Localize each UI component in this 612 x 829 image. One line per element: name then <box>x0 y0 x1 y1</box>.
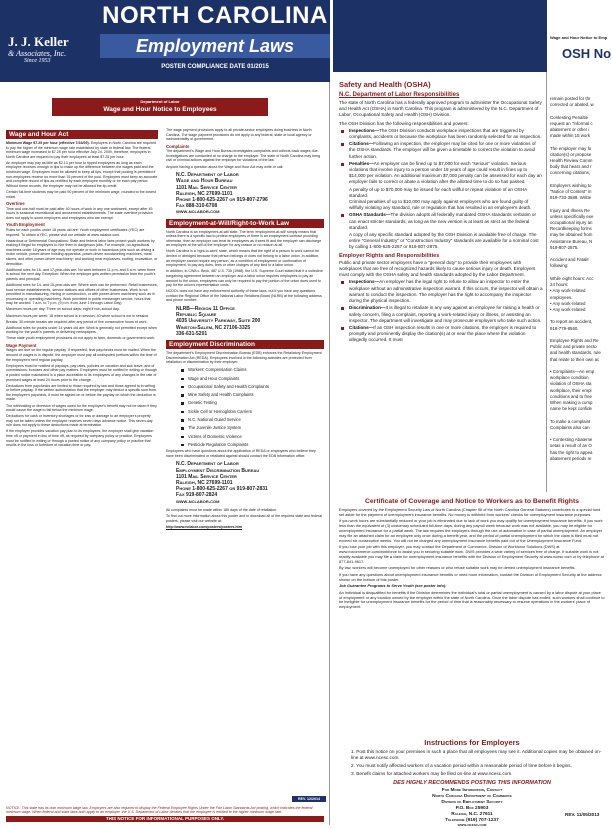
osh-line: Public and private secto <box>550 344 597 350</box>
osh-line: • Complaints—An emp <box>550 368 595 374</box>
address-line: Fax 919-807-2824 <box>176 492 218 499</box>
cert-para: If you lose your job with this employer, you may contact the Department of Commerce, Division of Workforce Solutions (DWS) at www.nccommerce.com/workforce to assist you in securing suitable work. DWS provides a wide variety of services free of charge. If suitable work is not readily available you may file a claim for unemployment insurance benefits with the Division of Employment Security at www.ncesc.com or by telephone at 877-841-9617. <box>339 544 604 565</box>
osh-line: To make a complaint <box>550 418 591 424</box>
osha-para: A copy of any specific standard adopted by the OSH Division is available free of charge. The entire "General Industry" or "Construction Industry" standards are available for a nominal cost by calling 1-800-625-2267 or 919-807-2875. <box>349 232 539 250</box>
employer-rights-text: Public and private sector employers have a "general duty" to provide their employees with workplaces that are free of recognized hazards likely to cause serious injury or death. Employers must comply with the OSHA safety and health standards adopted by the Labor Department. <box>339 259 536 278</box>
right-column <box>166 128 324 764</box>
osh-line: name be kept confide <box>550 406 592 412</box>
list-item: N.C. National Guard Service <box>188 416 324 424</box>
wage-payment-head: Wage Payment <box>6 342 37 348</box>
vacation-pay-text: If the employer provides vacation pay plan to its employees, the employer shall give vacation time off or payment in lieu of time off, as required by company policy or practice. Employees must be notified in writing or through a posted notice of any company policy or practice that results in the loss or forfeiture of vacation time or pay. <box>6 429 154 448</box>
cert-body <box>339 508 605 743</box>
list-item: 3. Benefit claims for attached workers may be filed on-line at www.ncesc.com. <box>351 771 513 777</box>
osh-line: unless specifically exe <box>550 213 594 219</box>
discrimination-list <box>188 366 324 449</box>
item-text: An employer can be fined up to $7,000 for each "serious" violation. Serious violations that involve injury to a person under 18 years of age could result in fines up to $14,000 per violation. An additional maximum $7,000 penalty can be assessed for each day an employer fails to correct or abate a violation after the allotted time to do so has passed. <box>349 160 542 185</box>
poster-subtitle: Employment Laws <box>100 34 330 58</box>
item-head: Inspections— <box>349 127 380 133</box>
osha-resp-list <box>339 128 543 186</box>
discrimination-complaint: Employees who have questions about the application of REDA or employees who believe they have been discriminated or retaliated against should contact the EDB information office. <box>166 449 316 458</box>
compliance-date: POSTER COMPLIANCE DATE 01/2015 <box>161 64 269 70</box>
osha-resp: The OSH Division has the following responsibilities and powers: <box>339 120 469 126</box>
item-head: Discrimination— <box>349 305 386 311</box>
deductions-text: Deductions from paychecks are limited to those required by law and those agreed to in writing or before payday. If the written authorization that the employer may deduct a specific sum from the employee's paycheck, it must be signed on or before the payday on which the deduction is made. <box>6 383 157 402</box>
osh-line: When making a comp <box>550 399 593 405</box>
osh-line: employees. <box>550 294 573 300</box>
list-item: Sickle Cell or Hemoglobin Carriers <box>188 408 324 416</box>
list-item <box>339 141 543 160</box>
contact-line: For More Information, Contact <box>441 788 503 793</box>
osh-line: has the right to appea <box>550 449 593 455</box>
list-item: The Juvenile Justice System <box>188 424 324 432</box>
item-head: Inspections— <box>349 279 380 285</box>
ewa-text: North Carolina is an employment-at-will state. The term 'employment-at-will' simply means that unless there is a specific law to protect employees or there is an employment contract providing otherwise, then an employer can treat its employees as it sees fit and the employer can discharge an employee at the will of the employer for any reason or no reason at all. <box>166 229 322 248</box>
list-item <box>339 279 543 304</box>
min-wage-text: Employers in North Carolina are required to pay the higher of the minimum wage rate established by state or federal law. The federal minimum wage increased to $7.25 per hour effective July 24, 2009, therefore, employers in North Carolina are required to pay their employees at least $7.25 per hour. <box>6 141 157 159</box>
complaints-text: The department's Wage and Hour Bureau investigates complaints and collects back wages due. Investigations are conducted at no charge to the employer. The state of North Carolina may bring civil or criminal actions against the employer for violations of the law. <box>166 149 321 163</box>
list-item <box>339 325 543 344</box>
osh-line: Employee Rights and Re <box>550 337 599 343</box>
osh-line: abatement or other i <box>550 127 590 133</box>
revision-label: REV. 12/2014 <box>292 796 326 802</box>
osh-line: 919-807-2875. <box>550 244 579 250</box>
address-line: Phone 1-800-625-2267 or 919-807-2831 <box>176 486 268 493</box>
osh-line: Recordkeeping forms <box>550 226 592 232</box>
employer-rights-list <box>339 279 543 343</box>
notice-text: NOTICE: This state has its own minimum wage law. Employers are also required to display the Federal Employee Rights Under the Fair Labor Standards Act posting, which indicates the federal minimum wage. When federal and state laws both apply to an employer, the U.S. Department of Labor dictates that the employee is entitled to the higher minimum wage rate. <box>6 806 313 815</box>
osh-line: • Any work-related <box>550 306 586 312</box>
address-line: 1101 Mail Service Center <box>176 184 237 191</box>
complaints-head: Complaints <box>166 143 190 149</box>
osh-line: • Contesting Abateme <box>550 437 593 443</box>
discrimination-deadline: All complaints must be made within 180 days of the date of retaliation. <box>166 507 278 512</box>
cert-para: If you have any questions about unemployment insurance benefits or need more information, contact the Division of Employment Security at the address shown on the bottom of this poster. <box>339 571 602 582</box>
item-head: Citations— <box>349 324 374 330</box>
list-item <box>339 212 543 231</box>
address-line: 4035 University Parkway, Suite 200 <box>176 318 261 325</box>
tipped-text: An employer may pay as little as $2.13 per hour to tipped employees as long as each employee receives enough in tips to make up the difference between the wages paid and the minimum wage. Employees must be allowed to keep all tips, except that pooling is permitted if non-employees receive no more than 15 percent of the pool. Employers must keep an accurate and complete record of tips as certified by each employee monthly or for each pay period. Without these records, the employer may not be allowed the tip credit. <box>6 160 158 188</box>
list-item: 1. Post this notice on your premises in such a place that all employees may see it. Additional copies may be obtained on-line at www.ncesc.com. <box>351 749 602 761</box>
osh-line: 24 hours: <box>550 282 569 288</box>
max-hours-week: Maximum hours per week: 18 when school is in session; 40 when school is not in session. <box>6 313 150 318</box>
osh-line: Health Review Comm <box>550 158 593 164</box>
employer-rights-head: Employer Rights and Responsibilities <box>339 252 440 259</box>
osha-intro: The state of North Carolina has a federally approved program to administer the Occupational Safety and Health Act (OSHA) in North Carolina. This program is administered by the N.C. Department of Labor, Occupational Safety and Health (OSH) Division. <box>339 100 542 118</box>
logo-since: Since 1953 <box>24 58 51 64</box>
contact-line: www.ncesc.com <box>457 823 487 829</box>
osha-body <box>339 100 543 490</box>
osha-para: Criminal penalties of up to $10,000 may apply against employers who are found guilty of willfully violating any standard, rule or regulation that has resulted in an employee's death. <box>349 199 532 211</box>
certificate-of-coverage <box>333 492 611 829</box>
list-item: Victims of Domestic Violence <box>188 433 324 441</box>
osh-line: Contesting Penaltie <box>550 114 589 120</box>
hazardous-text: Hazardous or Detrimental Occupations: State and federal labor laws protect youth workers by making it illegal for employers to hire them in dangerous jobs. For example, no agricultural machines under 18 years of age may not operate or work in hazardous jobs such as driving a motor vehicle, power-driven hoisting apparatus, power-driven woodworking machines, meat slicers, and other power-driven machinery; and working near explosives, roofing, excavation, or demolition. <box>6 238 158 266</box>
max-hours-day: Maximum hours per day: Three on school days; eight if non-school day. <box>6 307 120 312</box>
item-text: The OSH Division conducts workplace inspections that are triggered by complaints, accidents or because the workplace has been randomly selected for an inspection. <box>349 127 542 140</box>
exemptions-text: These state youth employment provisions do not apply to farm, domestic or government work. <box>6 336 156 341</box>
osh-line: that relate to their own ac <box>550 356 600 362</box>
wage-payment-text: Wages are due on the regular payday. If requested, final paychecks must be mailed. When the amount of wages is in dispute, the employer must pay all undisputed portions within the time of the employee's next regular payday. <box>6 348 157 362</box>
item-text: Following an inspection, the employer may be cited for one or more violations of the OSHA standards. The employer will be given a timetable to correct the violation to avoid further action. <box>349 141 536 159</box>
instructions-list <box>351 749 603 779</box>
discrimination-text: The department's Employment Discrimination Bureau (EDB) enforces the Retaliatory Employment Discrimination Act (REDA). Employees involved in the following activities are protected from retaliation or discrimination by their employer: <box>166 351 322 365</box>
logo-mark: J. J. Keller <box>8 34 69 49</box>
shortages-text: Deductions for cash or inventory shortages or for loss or damage to an employer's property may not be taken unless the employee receives seven days advance notice. This seven-day rule does not apply to these deductions made at termination. <box>6 414 153 428</box>
osha-subtitle: N.C. Department of Labor Responsibilities <box>339 92 460 98</box>
nlrb-contact-text: NCDOL does not have any enforcement authority of these laws, but if you have any questions, contact the Regional Office of the National Labor Relations Board (NLRB) at the following address and phone number: <box>166 289 322 303</box>
osh-body <box>550 96 612 490</box>
item-text: If an OSH inspection results in one or more citations, the employer is required to promptly and prominently display the citation(s) at or near the place where the violation allegedly occurred. It must <box>349 324 537 343</box>
edb-address <box>176 461 324 504</box>
address-line: Wage and Hour Bureau <box>176 178 233 185</box>
cert-para: Employers covered by the Employment Security Law of North Carolina (Chapter 96 of the North Carolina General Statutes) contributes to a special fund set aside for the payment of unemployment insurance benefits. No money is withheld from workers' checks for unemployment insurance purposes. <box>339 507 601 517</box>
notice-footer <box>6 806 324 822</box>
contact-line: Division of Employment Security <box>441 799 503 805</box>
osh-line: To report an accident, <box>550 319 593 325</box>
dept-banner <box>52 98 268 116</box>
nlrb-address <box>176 306 324 337</box>
contact-line: P.O. Box 25903 <box>455 805 489 811</box>
osh-line: concerning citations, <box>550 170 591 176</box>
list-item <box>339 128 543 140</box>
address-line: Phone 1-800-625-2267 or 919-807-2796 <box>176 196 268 203</box>
address-line: Republic Square <box>176 312 217 319</box>
osh-line: workplace condition <box>550 375 589 381</box>
wage-hour-title: Wage and Hour Act <box>6 130 158 139</box>
osh-line: and health standards, rule <box>550 350 601 356</box>
osh-line: abatement periods re <box>550 455 592 461</box>
cert-sub-head: Job Guarantee Programs to Serve Youth (see poster info): <box>339 583 447 589</box>
withholding-text: The withholding or diversion of wages owed for the employee's benefit may not be taken if they would cause the wage to fall below the minimum wage. <box>6 403 157 413</box>
cert-revision: REV. 11/05/2013 <box>565 812 600 817</box>
des-contact <box>333 780 611 829</box>
overtime-text: Time and one-half must be paid after 40 hours of work in any one workweek, except after 45 hours in seasonal recreational and amusement establishments. The state overtime provision does not apply to some employers and employees who are exempt. <box>6 206 153 220</box>
osh-line: may be obtained from <box>550 232 593 238</box>
nlrb-text: In addition, in CWA v. Beck, 487 U.S. 735 (1988), the U.S. Supreme Court stated that if a collective bargaining agreement between an employer and a labor union requires employees to pay an amount to the union, employees can only be required to pay the portion of the union dues used to pay for the union's representation costs. <box>166 269 324 288</box>
item-text: It is illegal to retaliate in any way against an employee for raising a health or safety concern, filing a complaint, reporting a work-related injury or illness, or assisting an inspector. The department will investigate and may prosecute employers who take such action. <box>349 305 542 323</box>
osh-line: The employer may fo <box>550 145 592 151</box>
contact-line: Raleigh, N.C. 27611 <box>451 811 493 817</box>
osh-line: • Any work-related <box>550 300 586 306</box>
youth-text: Rules for each youths under 18 years old are: Youth employment certificates (YEC) are required. To obtain a YEC, please visit our website at www.nclabor.com. <box>6 227 145 237</box>
osh-notice-poster <box>548 0 612 490</box>
cert-title: Certificate of Coverage and Notice to Workers as to Benefit Rights <box>364 498 580 505</box>
wage-reports-text: The wage payment provisions apply to all private-sector employees doing business in North Carolina. The wage payment provisions do not apply to any federal, state or local agency or instrumentality of government. <box>166 128 312 142</box>
cert-para: An individual is disqualified for benefits if the Division determines the individual's total or partial unemployment is caused by a labor dispute at your place of employment or any location owned by the employer within the state of North Carolina. Once the labor dispute has ended, such workers shall continue to be ineligible for unemployment insurance benefits for the period of time that is reasonably necessary to resume operations in the workers' place of employment. <box>339 589 605 610</box>
list-item: Workers' Compensation Claims <box>188 366 324 374</box>
list-item: Occupational Safety and Health Complaints <box>188 383 324 391</box>
osh-line: 919-779-8560. <box>550 325 579 331</box>
osh-line: request an "informal c <box>550 120 593 126</box>
address-line: Raleigh, NC 27699-1101 <box>176 480 233 487</box>
des-headline: DES HIGHLY RECOMMENDS POSTING THIS INFORMATION <box>393 780 551 786</box>
overtime-head: Overtime <box>6 201 25 207</box>
rtw-text: North Carolina is a 'right-to-work' state, which means that the right of a person to work cannot be denied or abridged because that person belongs or does not belong to a labor union. In addition, an employer cannot require any person, as a condition of employment or continuation of employment, to pay any dues, fees or other charges of any kind to a labor union. <box>166 249 320 268</box>
instructions-title: Instructions for Employers <box>424 738 520 747</box>
wage-hour-column <box>6 128 158 790</box>
osh-line: 919-733-3589. Writte <box>550 195 592 201</box>
item-text: The division adopts all federally mandated OSHA standards verbatim or can enact stricter standards, as long as the new version is at least as strict as the federal standard. <box>349 212 536 230</box>
list-item <box>339 305 543 324</box>
osh-line: citation(s) or propose <box>550 151 592 157</box>
osh-line: Injury and Illness Re <box>550 207 590 213</box>
jj-keller-logo <box>8 35 100 81</box>
cert-para: If you work hours are substantially reduced or your job is eliminated due to lack of work you may qualify for unemployment insurance benefits. If you work less than the equivalent of (3) customary scheduled full-time days, during any payroll week because work was not available, you may be eligible for unemployment insurance for a partial week. The law requires the employers through the use of automation in case of partial unemployment. An employer may file an attached claim for an employee only once during a benefit year, and the period of partial unemployment for which the claim is filed must not exceed six consecutive weeks. You will not be charged any unemployment insurance benefits paid out of the Unemployment Insurance Fund. <box>339 518 603 543</box>
address-line: Raleigh, NC 27699-1101 <box>176 190 233 197</box>
address-line: Winston-Salem, NC 27106-3325 <box>176 324 251 331</box>
youth-head: Youth Employment <box>6 222 45 228</box>
osha-poster-header <box>333 0 547 72</box>
osh-line: • Any work-related <box>550 288 586 294</box>
item-head: Penalties— <box>349 160 374 166</box>
notice-bar: THIS NOTICE FOR INFORMATIONAL PURPOSES ONLY. <box>6 816 324 822</box>
address-line: 336-631-5201 <box>176 330 208 337</box>
osh-line: following: <box>550 263 569 269</box>
osh-line: setas a result of an O <box>550 443 592 449</box>
list-item: 2. You must notify affected workers of a vacation period within a reasonable period of time before it begins. <box>351 763 572 769</box>
osha-title: Safety and Health (OSHA) <box>339 80 431 89</box>
item-head: OSHA Standards— <box>349 212 391 218</box>
under-14-text: Additional rules for youths under 14 years old are: Work is generally not permitted except when working for the youth's parents or delivering newspapers. <box>6 325 157 335</box>
list-item: Mine Safety and Health Complaints <box>188 391 324 399</box>
osh-line: Employers wishing to <box>550 182 592 188</box>
questions-text: Anyone having a question about the Wage and Hour Act may write or call: <box>166 164 284 169</box>
list-item: Genetic Testing <box>188 399 324 407</box>
learners-text: Certain full-time students may be paid 90 percent of the minimum wage, rounded to the lowest nickel. <box>6 189 156 199</box>
osh-line: occupational injury an <box>550 220 593 226</box>
osh-line: violation of OSHA sta <box>550 381 592 387</box>
list-item: Pesticide Regulation Complaints <box>188 441 324 449</box>
age-16-17-text: Additional rules for 16- and 17-year-olds are: No work between 11 p.m. and 5 a.m. when there is school the next day. Exception: When the employer gets written permission from the youth's parents and principal. <box>6 267 156 281</box>
osh-line: remain posted for thr <box>550 96 591 101</box>
address-line: 1101 Mail Service Center <box>176 473 237 480</box>
address-line: www.nclabor.com <box>176 498 220 505</box>
min-wage-head: Minimum Wage $7.25 per hour (effective 7/24/09). <box>6 141 90 145</box>
osha-standards-list <box>339 212 543 231</box>
poster-title: NORTH CAROLINA <box>102 2 328 29</box>
address-line: Fax 888-310-6708 <box>176 203 218 210</box>
osh-line: While eight hours: Acc <box>550 275 594 281</box>
discrimination-title: Employment Discrimination <box>166 340 324 349</box>
address-line: Employment Discrimination Bureau <box>176 467 260 474</box>
discrimination-findout: To find out more information about this poster and to download all of the required state and federal posters, please visit our website at: <box>166 513 323 523</box>
dept-line-1: Department of Labor <box>140 99 180 104</box>
address-line: NLRB—Region 11 Office <box>176 305 235 312</box>
address-line: www.nclabor.com <box>176 209 220 216</box>
contact-line: Telephone (919) 707-1237 <box>445 817 499 823</box>
osh-line: Assistance Bureau, N <box>550 238 593 244</box>
osh-line: Accident and Fatalit <box>550 257 589 263</box>
posters-link[interactable]: http://www.nclabor.com/posters/posters.htm <box>166 524 242 529</box>
age-14-15-text: Additional rules for 14- and 15-year-olds are: Where work can be performed. Retail businesses, food service establishments, service stations and offices of other businesses. Work is not permitted in manufacturing, mining or construction, or with power-driven machinery such as in processing or operating machinery. Work permitted in public messenger service, hours that may be worked: 7 a.m. to 7 p.m. (9 p.m. from June 1 through Labor Day). <box>6 282 158 306</box>
address-line: N.C. Department of Labor <box>176 172 239 179</box>
item-text: An employer has the legal right to refuse to allow an inspector to enter the workplace without an administrative inspection warrant. If this occurs, the inspector will obtain a warrant to conduct the inspection. The employer has the right to accompany the inspector during the physical inspection. <box>349 279 543 304</box>
osh-line: corrected or abated, w <box>550 102 594 108</box>
poster-header <box>0 0 330 82</box>
cert-para: By law, workers will become unemployed for other reasons or who refuse suitable work may be denied unemployment insurance benefits. <box>339 565 576 571</box>
logo-assoc: & Associates, Inc. <box>8 49 67 58</box>
osh-line: made within 15 work <box>550 133 591 139</box>
address-line: N.C. Department of Labor <box>176 461 239 468</box>
list-item: Wage and Hour Complaints <box>188 375 324 383</box>
osh-tag: Wage and Hour Notice to Emp <box>550 35 608 40</box>
list-item <box>339 161 543 186</box>
contact-line: North Carolina Department of Commerce <box>432 793 512 799</box>
osh-line: workplace, their empl <box>550 387 592 393</box>
wage-hour-address <box>176 172 324 215</box>
breaks-text: Breaks: 30-minute breaks are required after any period of five consecutive hours of work. <box>6 319 148 324</box>
item-head: Citations— <box>349 141 374 147</box>
dept-line-2: Wage and Hour Notice to Employees <box>103 106 217 113</box>
osh-title: OSH No <box>562 46 612 61</box>
osh-line: "Notice of Contest" in <box>550 189 592 195</box>
wage-payment-text-2: Employees must be notified of paydays, pay rates, policies on vacation and sick leave, and of commissions, bonuses and other pay matters. Employees must be notified in writing or through a posted notice maintained in a place accessible to its employees of any changes in the rate of promised wages at least 24 hours prior to the change. <box>6 363 158 382</box>
osh-line: Complaints also can <box>550 424 590 430</box>
osh-line: body that hears and r <box>550 164 592 170</box>
ewa-title: Employment-at-Will/Right-to-Work Law <box>166 219 324 228</box>
osh-line: conditions and to free <box>550 393 592 399</box>
osha-para: A penalty of up to $70,000 may be issued for each willful or repeat violation of an OSHA standard. <box>349 186 527 198</box>
